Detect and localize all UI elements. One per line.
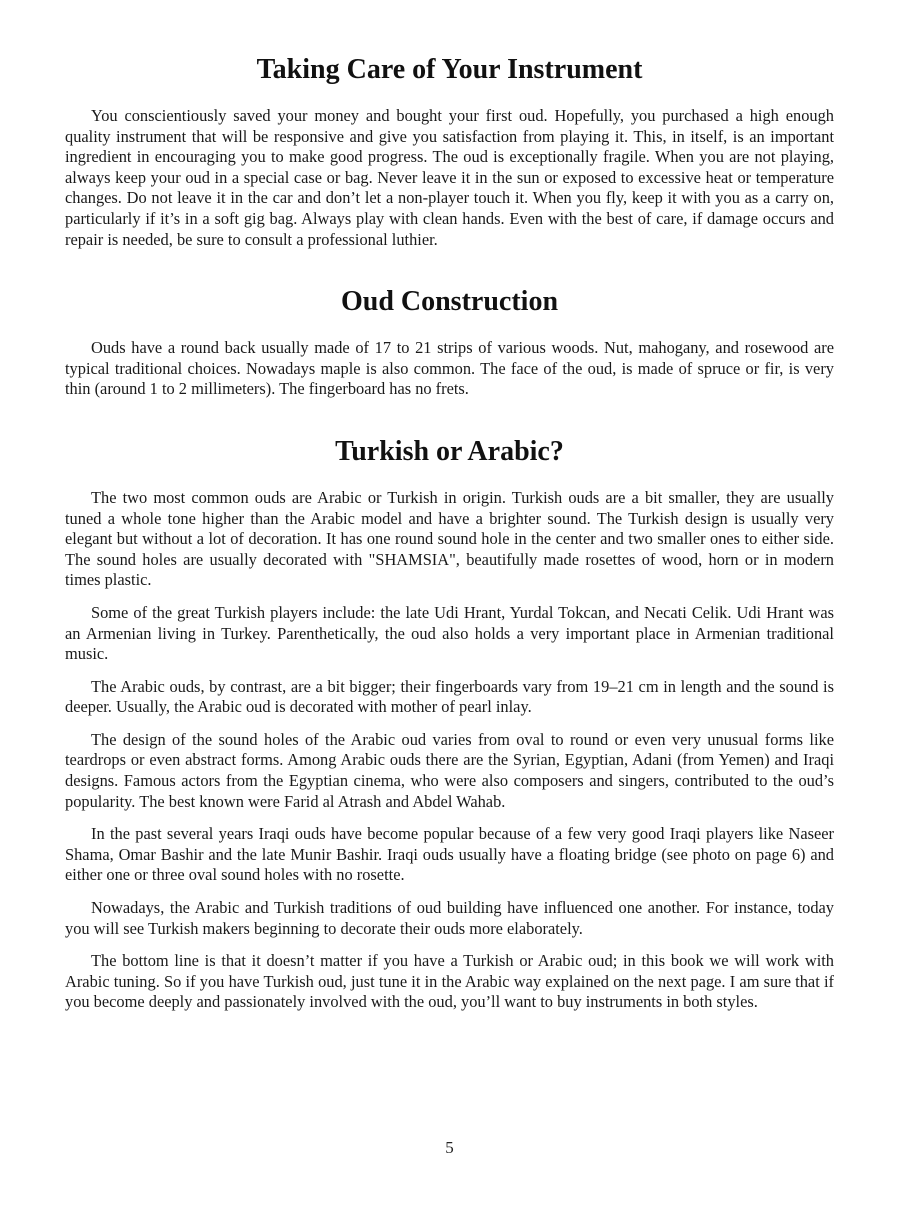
paragraph: You conscientiously saved your money and bought your first oud. Hopefully, you purchased a high enough quality instrument that will be responsive and give you satisfaction from playing it. This, in itself, is an important ingredient in encouraging you to make good progress. The oud is exceptionally fragile. When you are not playing, always keep your oud in a special case or bag. Never leave it in the sun or exposed to excessive heat or temperature changes. Do not leave it in the car and don’t let a non-player touch it. When you fly, keep it with you as a carry on, particularly if it’s in a soft gig bag. Always play with clean hands. Even with the best of care, if damage occurs and repair is needed, be sure to consult a professional luthier. xyxy=(65,106,834,249)
paragraph: The design of the sound holes of the Arabic oud varies from oval to round or even very unusual forms like teardrops or even abstract forms. Among Arabic ouds there are the Syrian, Egyptian, Adani (from Yemen) and Iraqi designs. Famous actors from the Egyptian cinema, who were also composers and singers, contributed to the oud’s popularity. The best known were Farid al Atrash and Abdel Wahab. xyxy=(65,729,834,811)
paragraph: In the past several years Iraqi ouds have become popular because of a few very good Iraqi players like Naseer Shama, Omar Bashir and the late Munir Bashir. Iraqi ouds usually have a floating bridge (see photo on page 6) and either one or three oval sound holes with no rosette. xyxy=(65,824,834,885)
section-taking-care xyxy=(65,0,834,250)
paragraph: The bottom line is that it doesn’t matter if you have a Turkish or Arabic oud; in this book we will work with Arabic tuning. So if you have Turkish oud, just tune it in the Arabic way explained on the next page. I am sure that if you become deeply and passionately involved with the oud, you’ll want to buy instruments in both styles. xyxy=(65,951,834,1012)
page-number: 5 xyxy=(445,1138,454,1157)
paragraph: Nowadays, the Arabic and Turkish traditions of oud building have influenced one another. For instance, today you will see Turkish makers beginning to decorate their ouds more elaborately. xyxy=(65,898,834,938)
section-oud-construction xyxy=(65,250,834,400)
paragraph: The Arabic ouds, by contrast, are a bit bigger; their fingerboards vary from 19–21 cm in length and the sound is deeper. Usually, the Arabic oud is decorated with mother of pearl inlay. xyxy=(65,676,834,717)
heading-oud-construction: Oud Construction xyxy=(340,286,559,318)
heading-taking-care: Taking Care of Your Instrument xyxy=(256,54,643,85)
paragraph: The two most common ouds are Arabic or Turkish in origin. Turkish ouds are a bit smaller, they are usually tuned a whole tone higher than the Arabic model and have a brighter sound. The Turkish design is usually very elegant but without a lot of decoration. It has one round sound hole in the center and two smaller ones to either side. The sound holes are usually decorated with "SHAMSIA", beautifully made rosettes of wood, horn or in modern times plastic. xyxy=(65,487,834,590)
section-turkish-or-arabic xyxy=(65,400,834,1013)
paragraph: Some of the great Turkish players include: the late Udi Hrant, Yurdal Tokcan, and Necati Celik. Udi Hrant was an Armenian living in Turkey. Parenthetically, the oud also holds a very important place in Armenian traditional music. xyxy=(65,602,834,664)
paragraph: Ouds have a round back usually made of 17 to 21 strips of various woods. Nut, mahogany, and rosewood are typical traditional choices. Nowadays maple is also common. The face of the oud, is made of spruce or fir, is very thin (around 1 to 2 millimeters). The fingerboard has no frets. xyxy=(65,338,834,399)
document-page xyxy=(65,0,834,1208)
heading-turkish-or-arabic: Turkish or Arabic? xyxy=(335,435,564,467)
